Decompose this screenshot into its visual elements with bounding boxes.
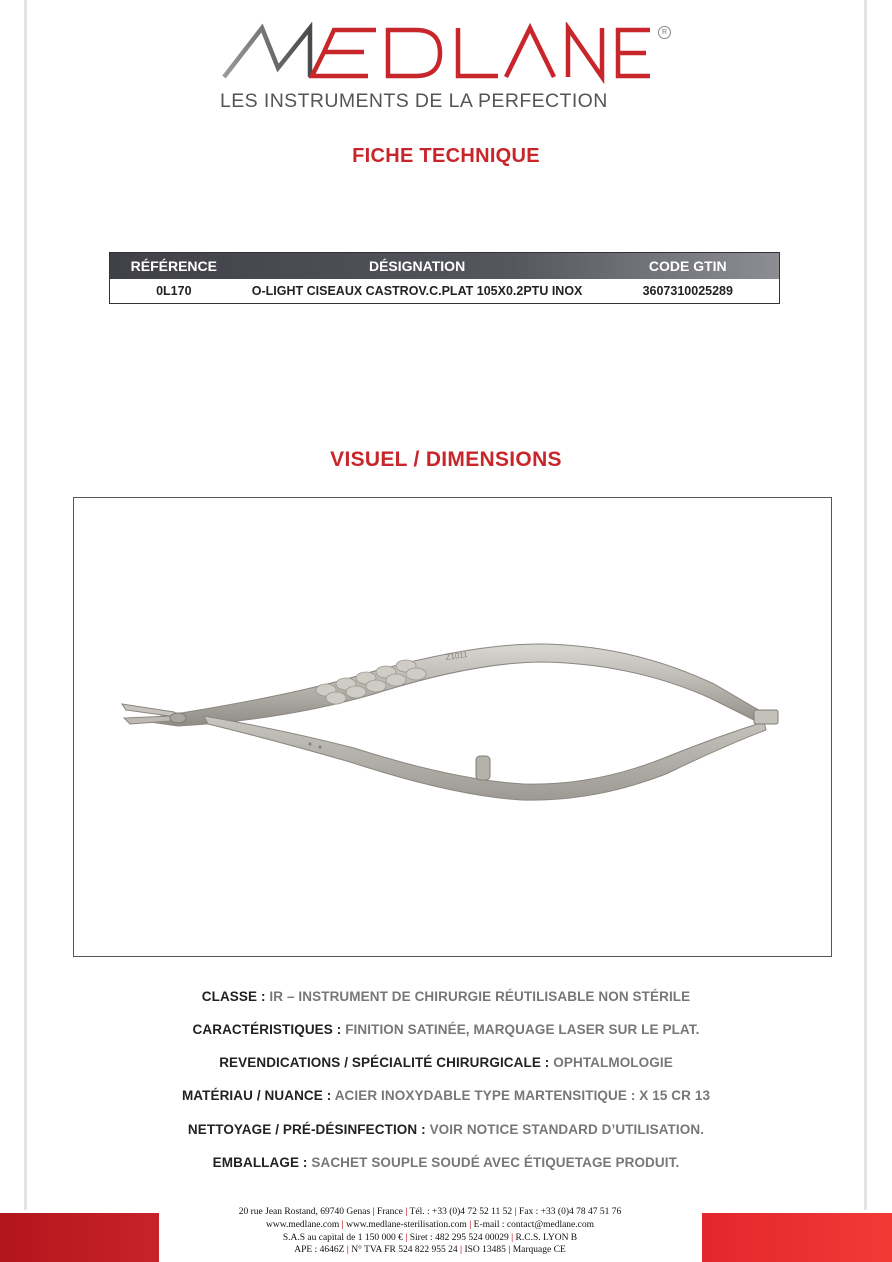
table-header-row <box>110 253 779 279</box>
spec-revendications <box>0 1055 892 1070</box>
footer-phone: Tél. : +33 (0)4 72 52 11 52 <box>409 1207 513 1217</box>
footer-ce: Marquage CE <box>512 1245 566 1256</box>
footer-address-line: 20 rue Jean Rostand, 69740 Genas | France | Tél. : +33 (0)4 72 52 11 52 | Fax : +33 (0)4 78 47 51 76 <box>238 1207 622 1217</box>
registered-mark: R <box>658 26 671 39</box>
footer-company-line: S.A.S au capital de 1 150 000 € | Siret : 482 295 524 00029 | R.C.S. LYON B <box>282 1232 578 1243</box>
spec-nettoyage <box>0 1122 892 1137</box>
footer-siret: Siret : 482 295 524 00029 <box>409 1232 509 1243</box>
footer-website[interactable]: www.medlane.com <box>265 1219 340 1230</box>
footer-contact <box>160 1206 700 1257</box>
spec-caracteristiques <box>0 1022 892 1037</box>
footer-ape: APE : 4646Z <box>294 1245 345 1256</box>
laser-engraving: Z1011 <box>445 649 469 662</box>
spec-materiau <box>0 1088 892 1103</box>
footer-email[interactable]: E-mail : contact@medlane.com <box>473 1219 594 1230</box>
footer-website-sterilisation[interactable]: www.medlane-sterilisation.com <box>346 1219 467 1230</box>
visual-title: VISUEL / DIMENSIONS <box>330 448 562 471</box>
page-title: FICHE TECHNIQUE <box>352 145 540 167</box>
footer-rcs: R.C.S. LYON B <box>515 1232 578 1243</box>
logo-tagline: LES INSTRUMENTS DE LA PERFECTION <box>220 90 608 112</box>
spec-label: NETTOYAGE / PRÉ-DÉSINFECTION : <box>187 1122 426 1137</box>
cell-gtin: 3607310025289 <box>642 284 733 298</box>
spec-label: MATÉRIAU / NUANCE : <box>181 1088 332 1103</box>
cell-designation: O-LIGHT CISEAUX CASTROV.C.PLAT 105X0.2PTU INOX <box>251 284 583 298</box>
footer-iso: ISO 13485 <box>464 1245 506 1256</box>
cell-reference: 0L170 <box>156 284 192 298</box>
spec-value: IR – INSTRUMENT DE CHIRURGIE RÉUTILISABLE NON STÉRILE <box>269 989 691 1004</box>
spec-value: FINITION SATINÉE, MARQUAGE LASER SUR LE PLAT. <box>345 1022 700 1037</box>
spec-value: SACHET SOUPLE SOUDÉ AVEC ÉTIQUETAGE PRODUIT. <box>311 1155 680 1170</box>
spec-value: ACIER INOXYDABLE TYPE MARTENSITIQUE : X 15 CR 13 <box>334 1088 711 1103</box>
footer-red-bar-left <box>0 1213 159 1262</box>
spec-label: CARACTÉRISTIQUES : <box>192 1022 342 1037</box>
scissors-image-icon <box>74 498 831 956</box>
product-image-frame <box>73 497 832 957</box>
reference-table <box>109 252 780 304</box>
header-gtin: CODE GTIN <box>648 258 727 274</box>
footer-legal-line: APE : 4646Z | N° TVA FR 524 822 955 24 | ISO 13485 | Marquage CE <box>294 1245 566 1256</box>
footer-fax: Fax : +33 (0)4 78 47 51 76 <box>519 1207 622 1217</box>
spec-value: OPHTALMOLOGIE <box>553 1055 673 1070</box>
spec-value: VOIR NOTICE STANDARD D’UTILISATION. <box>429 1122 705 1137</box>
header-reference: RÉFÉRENCE <box>130 258 217 274</box>
footer-tva: N° TVA FR 524 822 955 24 <box>351 1245 458 1256</box>
spec-label: REVENDICATIONS / SPÉCIALITÉ CHIRURGICALE : <box>219 1055 550 1070</box>
footer-address: 20 rue Jean Rostand, 69740 Genas <box>238 1207 371 1217</box>
medlane-logo <box>218 22 678 117</box>
spec-label: EMBALLAGE : <box>212 1155 308 1170</box>
footer-capital: S.A.S au capital de 1 150 000 € <box>282 1232 403 1243</box>
footer-country: France <box>377 1207 403 1217</box>
spec-emballage <box>0 1155 892 1170</box>
table-row <box>110 279 779 303</box>
footer-red-bar-right <box>702 1213 892 1262</box>
spec-classe <box>0 989 892 1004</box>
logo-wordmark-icon <box>218 22 678 92</box>
footer-web-line: www.medlane.com | www.medlane-sterilisation.com | E-mail : contact@medlane.com <box>265 1219 594 1230</box>
spec-label: CLASSE : <box>201 989 266 1004</box>
header-designation: DÉSIGNATION <box>368 258 466 274</box>
